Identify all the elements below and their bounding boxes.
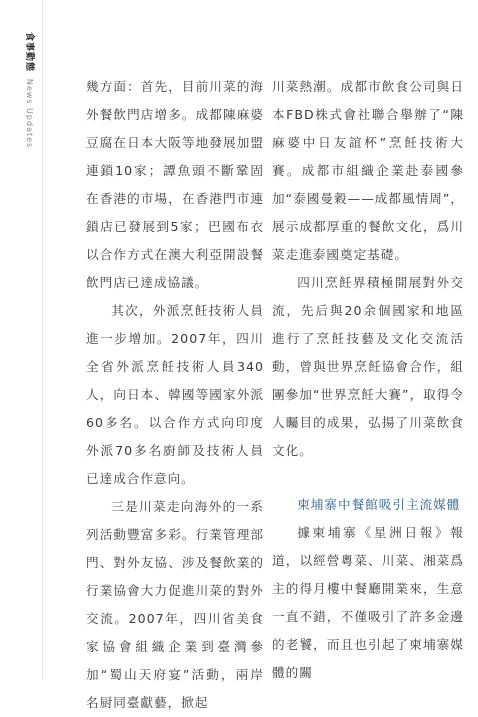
left-paragraph-2: 其次，外派烹飪技術人員進一步增加。2007年，四川全省外派烹飪技術人員340人，向日本、韓國等國家外派60多名。以合作方式向印度外派70多名廚師及技術人員已達成合作意向。 [86, 303, 264, 486]
section-tag-cn: 食事動態 [24, 32, 34, 73]
section-tag-en: News Updates [25, 78, 34, 149]
right-column [272, 73, 464, 687]
left-paragraph-3: 三是川菜走向海外的一系列活動豐富多彩。行業管理部門、對外友協、涉及餐飲業的行業協會大力促進川菜的對外交流。2007年，四川省美食家協會組織企業到臺灣參加“蜀山天府宴”活動，兩岸名厨同臺獻藝，掀起 [86, 499, 264, 710]
left-paragraph-1: 幾方面：首先，目前川菜的海外餐飲門店增多。成都陳麻婆豆腐在日本大阪等地發展加盟連鎖10家；譚魚頭不斷鞏固在香港的市場，在香港門市連鎖店已發展到5家；巴國布衣以合作方式在澳大利亞開設餐飲門店已達成協議。 [86, 79, 264, 290]
right-paragraph-2: 四川烹飪界積極開展對外交流，先后與20余個國家和地區進行了烹飪技藝及文化交流活動，曾與世界烹飪協會合作，組團參加“世界烹飪大賽”，取得令人矚目的成果，弘揚了川菜飲食文化。 [272, 275, 464, 458]
right-paragraph-1: 川菜熱潮。成都市飲食公司與日本FBD株式會社聯合舉辦了“陳麻婆中日友誼杯”烹飪技術大賽。成都市組織企業赴泰國參加“泰國曼穀——成都風情周”，展示成都厚重的餐飲文化，爲川菜走進泰國奠定基礎。 [272, 79, 464, 262]
right-paragraph-3: 據柬埔寨《星洲日報》報道，以經營粵菜、川菜、湘菜爲主的得月樓中餐廳開業來，生意一直不錯，不僅吸引了許多金邊的老饕，而且也引起了柬埔寨媒體的關 [272, 525, 464, 680]
section-tag [24, 32, 37, 148]
section-heading: 柬埔寨中餐館吸引主流媒體 [297, 497, 461, 512]
left-column [86, 73, 264, 717]
